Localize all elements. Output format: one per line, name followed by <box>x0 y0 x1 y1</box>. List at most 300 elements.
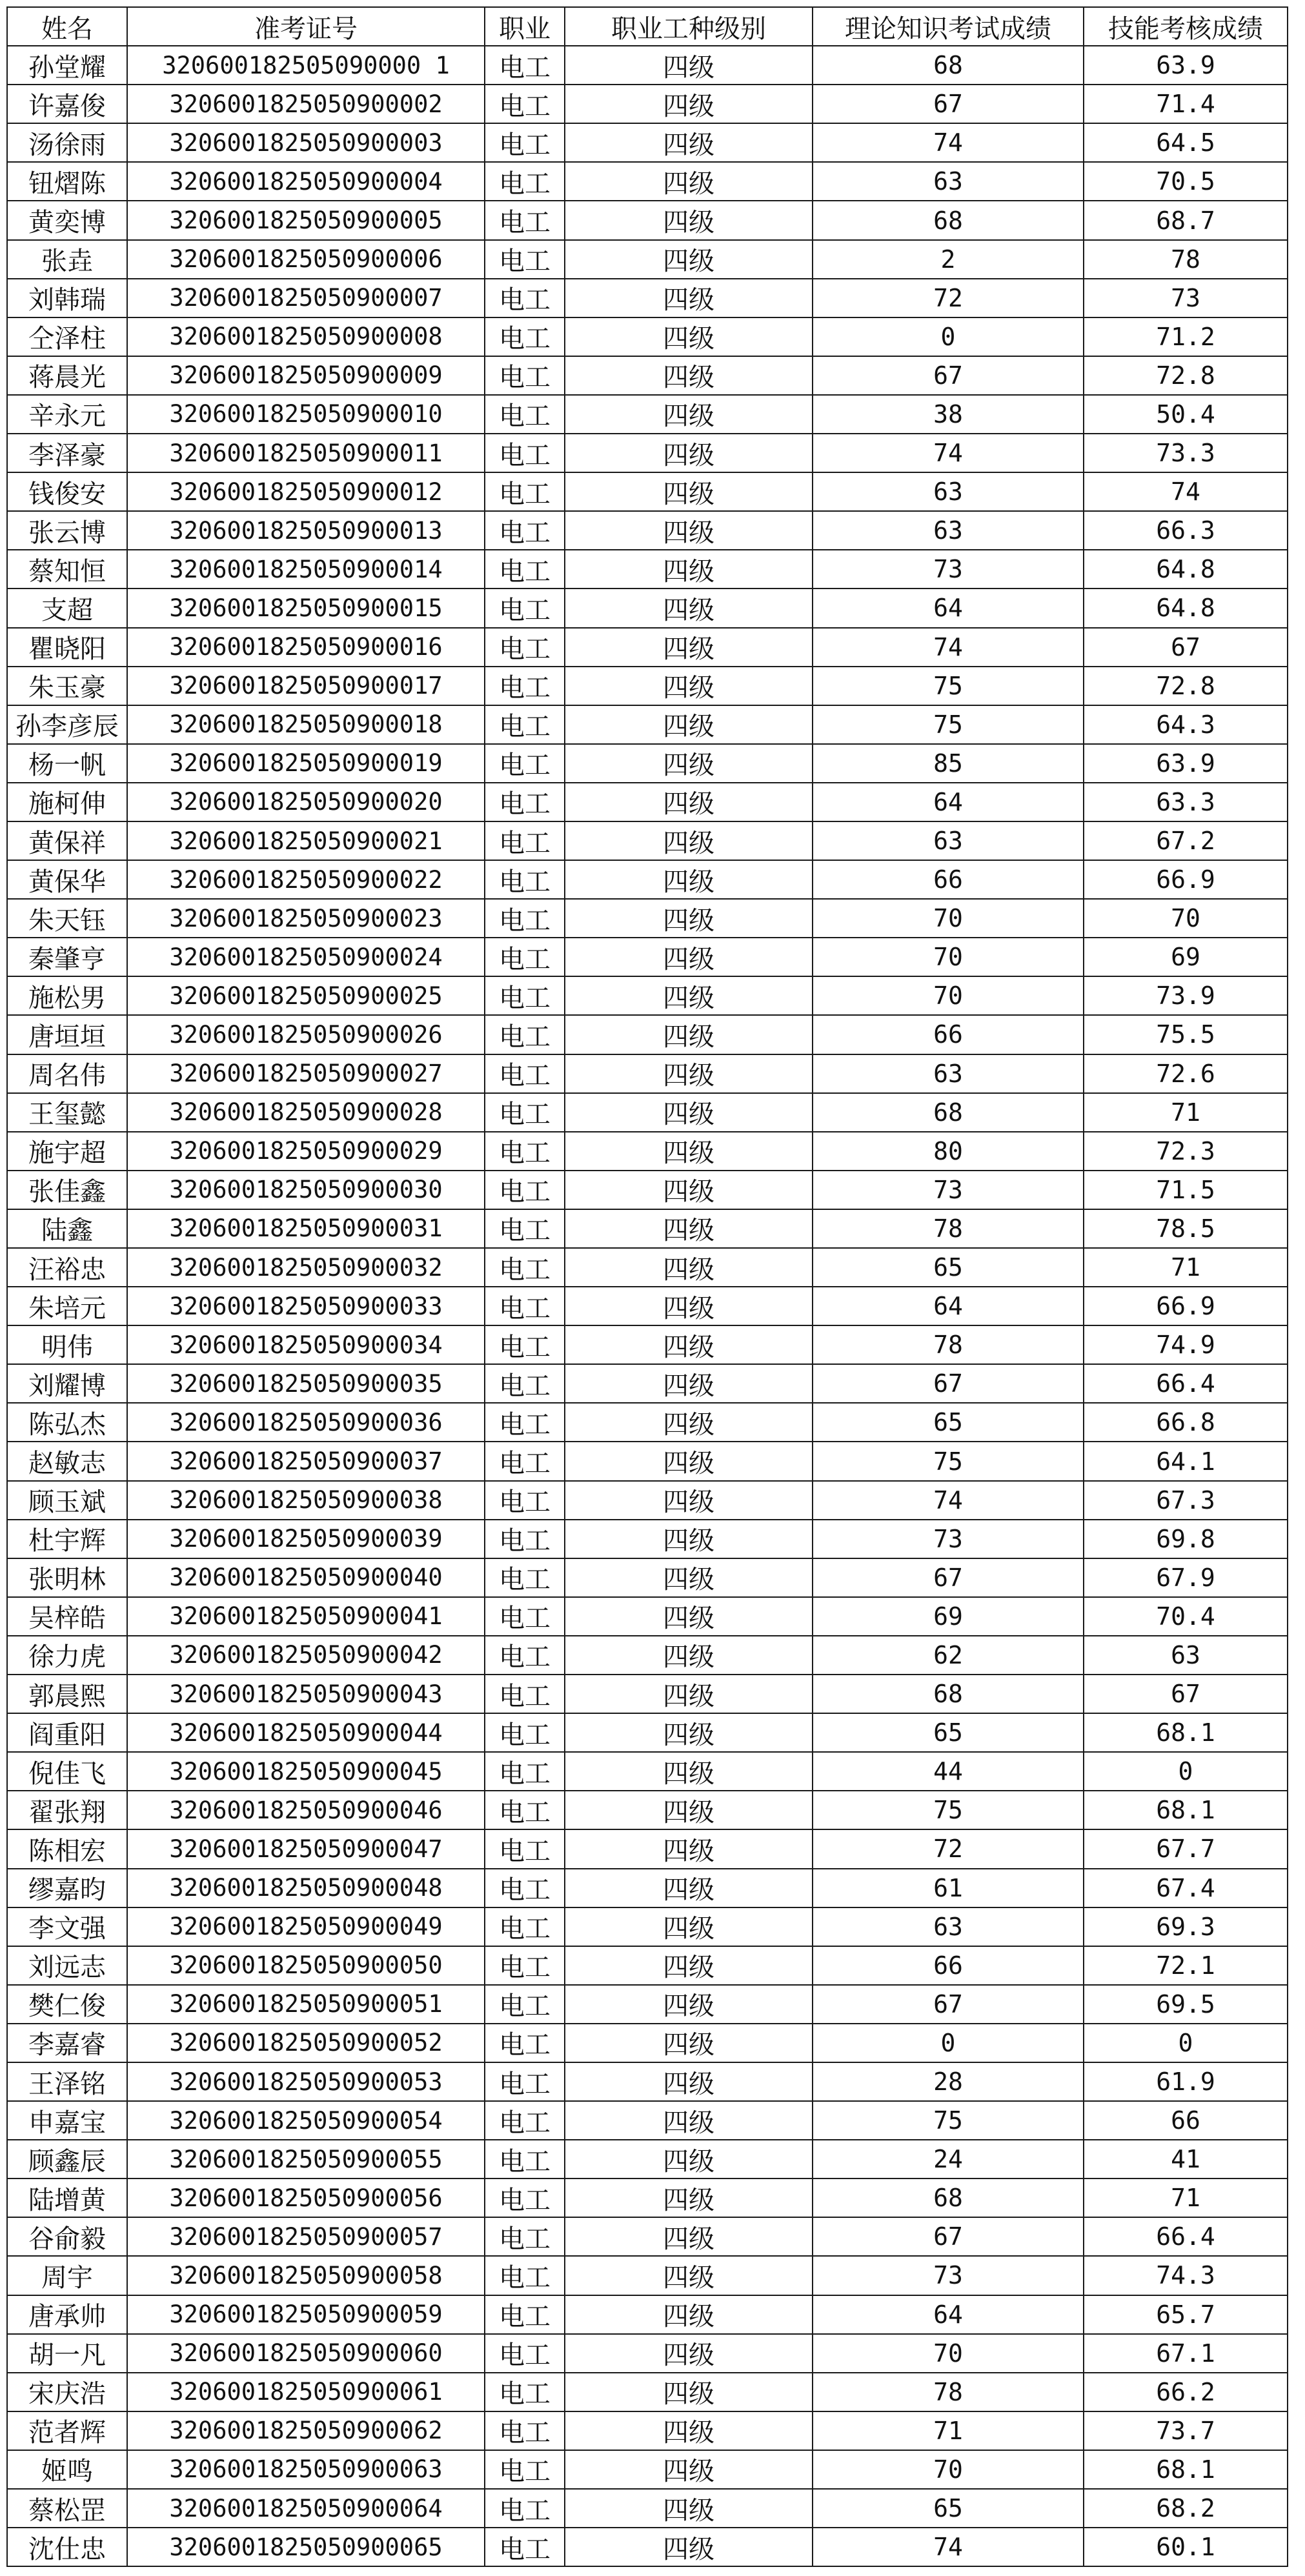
cell-skill-score: 75.5 <box>1084 1015 1288 1054</box>
cell-occupation: 电工 <box>485 1675 565 1713</box>
cell-occupation: 电工 <box>485 589 565 627</box>
cell-exam-id: 3206001825050900029 <box>127 1132 485 1171</box>
cell-occupation: 电工 <box>485 317 565 356</box>
header-skill-score: 技能考核成绩 <box>1084 7 1288 46</box>
table-row <box>7 1675 1288 1713</box>
cell-theory-score: 67 <box>813 1364 1084 1403</box>
cell-name: 杨一帆 <box>7 744 127 783</box>
cell-occupation: 电工 <box>485 1869 565 1907</box>
cell-level: 四级 <box>565 1015 813 1054</box>
table-row <box>7 744 1288 783</box>
cell-theory-score: 68 <box>813 201 1084 239</box>
table-row <box>7 2373 1288 2411</box>
cell-skill-score: 73.7 <box>1084 2411 1288 2450</box>
cell-theory-score: 68 <box>813 1093 1084 1132</box>
cell-occupation: 电工 <box>485 2140 565 2179</box>
cell-exam-id: 3206001825050900039 <box>127 1520 485 1558</box>
table-row <box>7 123 1288 162</box>
cell-level: 四级 <box>565 1869 813 1907</box>
cell-name: 刘远志 <box>7 1946 127 1985</box>
cell-exam-id: 3206001825050900018 <box>127 705 485 744</box>
table-row <box>7 1907 1288 1946</box>
cell-exam-id: 3206001825050900014 <box>127 550 485 589</box>
table-row <box>7 2024 1288 2062</box>
cell-theory-score: 61 <box>813 1869 1084 1907</box>
cell-exam-id: 3206001825050900050 <box>127 1946 485 1985</box>
cell-theory-score: 0 <box>813 2024 1084 2062</box>
cell-occupation: 电工 <box>485 1481 565 1520</box>
cell-occupation: 电工 <box>485 1093 565 1132</box>
cell-skill-score: 66.3 <box>1084 511 1288 550</box>
cell-theory-score: 67 <box>813 85 1084 123</box>
cell-name: 钱俊安 <box>7 472 127 511</box>
cell-skill-score: 72.6 <box>1084 1054 1288 1093</box>
cell-name: 张垚 <box>7 240 127 279</box>
cell-exam-id: 320600182505090000 1 <box>127 46 485 85</box>
cell-exam-id: 3206001825050900046 <box>127 1791 485 1829</box>
cell-name: 陆增黄 <box>7 2179 127 2217</box>
cell-name: 蔡知恒 <box>7 550 127 589</box>
cell-occupation: 电工 <box>485 1985 565 2024</box>
cell-exam-id: 3206001825050900064 <box>127 2489 485 2528</box>
cell-exam-id: 3206001825050900056 <box>127 2179 485 2217</box>
cell-level: 四级 <box>565 938 813 976</box>
cell-skill-score: 71 <box>1084 1093 1288 1132</box>
header-row <box>7 7 1288 46</box>
table-row <box>7 783 1288 821</box>
cell-name: 宋庆浩 <box>7 2373 127 2411</box>
cell-exam-id: 3206001825050900036 <box>127 1403 485 1442</box>
cell-name: 施松男 <box>7 976 127 1015</box>
table-row <box>7 2217 1288 2256</box>
cell-level: 四级 <box>565 976 813 1015</box>
cell-exam-id: 3206001825050900062 <box>127 2411 485 2450</box>
cell-occupation: 电工 <box>485 1636 565 1675</box>
cell-level: 四级 <box>565 434 813 472</box>
cell-level: 四级 <box>565 317 813 356</box>
table-row <box>7 511 1288 550</box>
cell-name: 施柯伸 <box>7 783 127 821</box>
cell-name: 倪佳飞 <box>7 1752 127 1791</box>
cell-level: 四级 <box>565 1829 813 1868</box>
cell-name: 瞿晓阳 <box>7 628 127 667</box>
cell-occupation: 电工 <box>485 1132 565 1171</box>
table-row <box>7 1829 1288 1868</box>
cell-theory-score: 80 <box>813 1132 1084 1171</box>
cell-skill-score: 64.3 <box>1084 705 1288 744</box>
cell-occupation: 电工 <box>485 279 565 317</box>
cell-theory-score: 65 <box>813 1403 1084 1442</box>
cell-occupation: 电工 <box>485 1829 565 1868</box>
cell-theory-score: 75 <box>813 667 1084 705</box>
cell-level: 四级 <box>565 2489 813 2528</box>
cell-skill-score: 63.9 <box>1084 744 1288 783</box>
cell-name: 杜宇辉 <box>7 1520 127 1558</box>
cell-occupation: 电工 <box>485 201 565 239</box>
table-row <box>7 2101 1288 2140</box>
cell-occupation: 电工 <box>485 472 565 511</box>
cell-level: 四级 <box>565 744 813 783</box>
cell-exam-id: 3206001825050900032 <box>127 1248 485 1287</box>
table-row <box>7 1791 1288 1829</box>
cell-exam-id: 3206001825050900033 <box>127 1287 485 1325</box>
cell-exam-id: 3206001825050900002 <box>127 85 485 123</box>
cell-theory-score: 70 <box>813 938 1084 976</box>
cell-name: 朱天钰 <box>7 899 127 938</box>
cell-skill-score: 72.8 <box>1084 667 1288 705</box>
cell-level: 四级 <box>565 2140 813 2179</box>
cell-skill-score: 69.8 <box>1084 1520 1288 1558</box>
cell-exam-id: 3206001825050900007 <box>127 279 485 317</box>
header-occupation: 职业 <box>485 7 565 46</box>
table-row <box>7 356 1288 395</box>
cell-theory-score: 64 <box>813 589 1084 627</box>
cell-name: 张明林 <box>7 1558 127 1597</box>
cell-exam-id: 3206001825050900013 <box>127 511 485 550</box>
cell-level: 四级 <box>565 2062 813 2101</box>
cell-level: 四级 <box>565 1675 813 1713</box>
table-row <box>7 2256 1288 2295</box>
cell-occupation: 电工 <box>485 1403 565 1442</box>
cell-occupation: 电工 <box>485 1907 565 1946</box>
cell-exam-id: 3206001825050900035 <box>127 1364 485 1403</box>
cell-skill-score: 64.1 <box>1084 1442 1288 1480</box>
cell-name: 陆鑫 <box>7 1209 127 1248</box>
cell-level: 四级 <box>565 2179 813 2217</box>
cell-skill-score: 66.9 <box>1084 860 1288 899</box>
table-row <box>7 279 1288 317</box>
table-row <box>7 2179 1288 2217</box>
cell-name: 缪嘉昀 <box>7 1869 127 1907</box>
cell-name: 朱玉豪 <box>7 667 127 705</box>
cell-skill-score: 66.4 <box>1084 2217 1288 2256</box>
cell-theory-score: 24 <box>813 2140 1084 2179</box>
cell-theory-score: 71 <box>813 2411 1084 2450</box>
cell-exam-id: 3206001825050900063 <box>127 2450 485 2489</box>
table-row <box>7 1442 1288 1480</box>
cell-name: 孙李彦辰 <box>7 705 127 744</box>
cell-theory-score: 78 <box>813 1325 1084 1364</box>
cell-theory-score: 72 <box>813 1829 1084 1868</box>
table-row <box>7 976 1288 1015</box>
cell-occupation: 电工 <box>485 1054 565 1093</box>
table-row <box>7 1132 1288 1171</box>
cell-theory-score: 68 <box>813 1675 1084 1713</box>
cell-occupation: 电工 <box>485 356 565 395</box>
cell-name: 辛永元 <box>7 395 127 434</box>
cell-theory-score: 63 <box>813 821 1084 860</box>
cell-exam-id: 3206001825050900006 <box>127 240 485 279</box>
cell-occupation: 电工 <box>485 1597 565 1636</box>
cell-name: 施宇超 <box>7 1132 127 1171</box>
cell-skill-score: 69.5 <box>1084 1985 1288 2024</box>
cell-level: 四级 <box>565 1558 813 1597</box>
cell-level: 四级 <box>565 1325 813 1364</box>
cell-theory-score: 67 <box>813 1558 1084 1597</box>
cell-occupation: 电工 <box>485 240 565 279</box>
cell-level: 四级 <box>565 240 813 279</box>
cell-level: 四级 <box>565 279 813 317</box>
cell-exam-id: 3206001825050900009 <box>127 356 485 395</box>
cell-exam-id: 3206001825050900057 <box>127 2217 485 2256</box>
cell-level: 四级 <box>565 85 813 123</box>
cell-theory-score: 75 <box>813 1442 1084 1480</box>
cell-name: 徐力虎 <box>7 1636 127 1675</box>
cell-level: 四级 <box>565 201 813 239</box>
cell-skill-score: 68.1 <box>1084 1713 1288 1752</box>
cell-skill-score: 72.1 <box>1084 1946 1288 1985</box>
cell-theory-score: 63 <box>813 1054 1084 1093</box>
cell-skill-score: 66.9 <box>1084 1287 1288 1325</box>
cell-exam-id: 3206001825050900017 <box>127 667 485 705</box>
cell-exam-id: 3206001825050900031 <box>127 1209 485 1248</box>
cell-occupation: 电工 <box>485 1248 565 1287</box>
table-row <box>7 2062 1288 2101</box>
cell-level: 四级 <box>565 2411 813 2450</box>
cell-occupation: 电工 <box>485 821 565 860</box>
cell-exam-id: 3206001825050900058 <box>127 2256 485 2295</box>
table-row <box>7 1558 1288 1597</box>
cell-exam-id: 3206001825050900060 <box>127 2334 485 2373</box>
table-row <box>7 821 1288 860</box>
cell-name: 沈仕忠 <box>7 2528 127 2566</box>
cell-skill-score: 69.3 <box>1084 1907 1288 1946</box>
cell-exam-id: 3206001825050900022 <box>127 860 485 899</box>
cell-exam-id: 3206001825050900043 <box>127 1675 485 1713</box>
cell-name: 张佳鑫 <box>7 1171 127 1209</box>
cell-name: 蒋晨光 <box>7 356 127 395</box>
cell-exam-id: 3206001825050900027 <box>127 1054 485 1093</box>
table-row <box>7 1597 1288 1636</box>
table-row <box>7 1985 1288 2024</box>
cell-occupation: 电工 <box>485 2179 565 2217</box>
cell-occupation: 电工 <box>485 395 565 434</box>
cell-occupation: 电工 <box>485 1015 565 1054</box>
cell-theory-score: 0 <box>813 317 1084 356</box>
cell-name: 蔡松罡 <box>7 2489 127 2528</box>
cell-level: 四级 <box>565 1597 813 1636</box>
cell-theory-score: 65 <box>813 1713 1084 1752</box>
cell-name: 顾玉斌 <box>7 1481 127 1520</box>
cell-exam-id: 3206001825050900004 <box>127 162 485 201</box>
table-row <box>7 2450 1288 2489</box>
cell-name: 陈弘杰 <box>7 1403 127 1442</box>
cell-occupation: 电工 <box>485 899 565 938</box>
cell-level: 四级 <box>565 1946 813 1985</box>
cell-level: 四级 <box>565 1907 813 1946</box>
cell-exam-id: 3206001825050900012 <box>127 472 485 511</box>
cell-name: 刘韩瑞 <box>7 279 127 317</box>
cell-exam-id: 3206001825050900048 <box>127 1869 485 1907</box>
cell-skill-score: 66 <box>1084 2101 1288 2140</box>
table-row <box>7 395 1288 434</box>
cell-skill-score: 67.9 <box>1084 1558 1288 1597</box>
cell-occupation: 电工 <box>485 938 565 976</box>
score-table <box>6 6 1288 2567</box>
table-row <box>7 667 1288 705</box>
cell-occupation: 电工 <box>485 550 565 589</box>
table-row <box>7 938 1288 976</box>
cell-skill-score: 64.8 <box>1084 550 1288 589</box>
cell-exam-id: 3206001825050900047 <box>127 1829 485 1868</box>
cell-skill-score: 61.9 <box>1084 2062 1288 2101</box>
cell-occupation: 电工 <box>485 783 565 821</box>
cell-theory-score: 73 <box>813 2256 1084 2295</box>
cell-theory-score: 63 <box>813 162 1084 201</box>
cell-name: 朱培元 <box>7 1287 127 1325</box>
cell-theory-score: 74 <box>813 2528 1084 2566</box>
cell-theory-score: 74 <box>813 1481 1084 1520</box>
cell-level: 四级 <box>565 1403 813 1442</box>
cell-occupation: 电工 <box>485 2373 565 2411</box>
cell-skill-score: 71.4 <box>1084 85 1288 123</box>
cell-theory-score: 62 <box>813 1636 1084 1675</box>
cell-skill-score: 64.5 <box>1084 123 1288 162</box>
cell-exam-id: 3206001825050900003 <box>127 123 485 162</box>
cell-level: 四级 <box>565 2024 813 2062</box>
cell-level: 四级 <box>565 1752 813 1791</box>
cell-skill-score: 72.8 <box>1084 356 1288 395</box>
cell-name: 黄奕博 <box>7 201 127 239</box>
cell-level: 四级 <box>565 860 813 899</box>
cell-skill-score: 66.2 <box>1084 2373 1288 2411</box>
cell-skill-score: 71 <box>1084 1248 1288 1287</box>
table-row <box>7 1054 1288 1093</box>
table-row <box>7 1946 1288 1985</box>
cell-theory-score: 75 <box>813 2101 1084 2140</box>
cell-theory-score: 65 <box>813 1248 1084 1287</box>
cell-level: 四级 <box>565 705 813 744</box>
cell-occupation: 电工 <box>485 976 565 1015</box>
cell-occupation: 电工 <box>485 1713 565 1752</box>
cell-exam-id: 3206001825050900015 <box>127 589 485 627</box>
cell-occupation: 电工 <box>485 1791 565 1829</box>
cell-exam-id: 3206001825050900037 <box>127 1442 485 1480</box>
cell-exam-id: 3206001825050900042 <box>127 1636 485 1675</box>
cell-theory-score: 73 <box>813 1171 1084 1209</box>
cell-occupation: 电工 <box>485 2489 565 2528</box>
cell-occupation: 电工 <box>485 123 565 162</box>
table-row <box>7 472 1288 511</box>
cell-name: 顾鑫辰 <box>7 2140 127 2179</box>
cell-exam-id: 3206001825050900051 <box>127 1985 485 2024</box>
cell-skill-score: 67.2 <box>1084 821 1288 860</box>
cell-occupation: 电工 <box>485 511 565 550</box>
cell-exam-id: 3206001825050900061 <box>127 2373 485 2411</box>
table-row <box>7 1287 1288 1325</box>
cell-name: 汪裕忠 <box>7 1248 127 1287</box>
cell-skill-score: 63 <box>1084 1636 1288 1675</box>
cell-skill-score: 71.2 <box>1084 317 1288 356</box>
cell-skill-score: 67.3 <box>1084 1481 1288 1520</box>
cell-level: 四级 <box>565 2528 813 2566</box>
cell-level: 四级 <box>565 2256 813 2295</box>
cell-name: 胡一凡 <box>7 2334 127 2373</box>
cell-name: 刘耀博 <box>7 1364 127 1403</box>
cell-skill-score: 68.1 <box>1084 2450 1288 2489</box>
cell-theory-score: 74 <box>813 434 1084 472</box>
cell-exam-id: 3206001825050900011 <box>127 434 485 472</box>
cell-name: 黄保华 <box>7 860 127 899</box>
cell-theory-score: 74 <box>813 123 1084 162</box>
cell-theory-score: 63 <box>813 472 1084 511</box>
cell-exam-id: 3206001825050900053 <box>127 2062 485 2101</box>
cell-level: 四级 <box>565 2450 813 2489</box>
cell-skill-score: 68.7 <box>1084 201 1288 239</box>
cell-skill-score: 68.2 <box>1084 2489 1288 2528</box>
cell-theory-score: 75 <box>813 1791 1084 1829</box>
cell-theory-score: 78 <box>813 1209 1084 1248</box>
table-row <box>7 162 1288 201</box>
header-level: 职业工种级别 <box>565 7 813 46</box>
cell-theory-score: 75 <box>813 705 1084 744</box>
cell-skill-score: 70.5 <box>1084 162 1288 201</box>
cell-theory-score: 64 <box>813 1287 1084 1325</box>
cell-theory-score: 65 <box>813 2489 1084 2528</box>
cell-name: 李嘉睿 <box>7 2024 127 2062</box>
table-row <box>7 85 1288 123</box>
cell-occupation: 电工 <box>485 2256 565 2295</box>
cell-skill-score: 66.4 <box>1084 1364 1288 1403</box>
table-row <box>7 550 1288 589</box>
cell-name: 翟张翔 <box>7 1791 127 1829</box>
table-row <box>7 1364 1288 1403</box>
cell-skill-score: 67 <box>1084 628 1288 667</box>
cell-level: 四级 <box>565 2101 813 2140</box>
cell-level: 四级 <box>565 356 813 395</box>
cell-skill-score: 0 <box>1084 2024 1288 2062</box>
cell-occupation: 电工 <box>485 2295 565 2334</box>
cell-theory-score: 74 <box>813 628 1084 667</box>
cell-occupation: 电工 <box>485 1442 565 1480</box>
cell-exam-id: 3206001825050900049 <box>127 1907 485 1946</box>
cell-occupation: 电工 <box>485 85 565 123</box>
cell-skill-score: 78 <box>1084 240 1288 279</box>
cell-skill-score: 67.7 <box>1084 1829 1288 1868</box>
cell-skill-score: 63.3 <box>1084 783 1288 821</box>
cell-occupation: 电工 <box>485 1209 565 1248</box>
cell-occupation: 电工 <box>485 2334 565 2373</box>
cell-name: 谷俞毅 <box>7 2217 127 2256</box>
cell-occupation: 电工 <box>485 705 565 744</box>
table-row <box>7 860 1288 899</box>
cell-level: 四级 <box>565 472 813 511</box>
cell-name: 唐垣垣 <box>7 1015 127 1054</box>
cell-exam-id: 3206001825050900016 <box>127 628 485 667</box>
cell-name: 吴梓皓 <box>7 1597 127 1636</box>
cell-occupation: 电工 <box>485 162 565 201</box>
cell-level: 四级 <box>565 1171 813 1209</box>
cell-theory-score: 64 <box>813 783 1084 821</box>
cell-theory-score: 64 <box>813 2295 1084 2334</box>
table-row <box>7 628 1288 667</box>
cell-name: 张云博 <box>7 511 127 550</box>
cell-level: 四级 <box>565 46 813 85</box>
table-row <box>7 1403 1288 1442</box>
cell-level: 四级 <box>565 2295 813 2334</box>
cell-name: 樊仁俊 <box>7 1985 127 2024</box>
cell-theory-score: 69 <box>813 1597 1084 1636</box>
cell-level: 四级 <box>565 1248 813 1287</box>
cell-name: 周名伟 <box>7 1054 127 1093</box>
cell-skill-score: 71.5 <box>1084 1171 1288 1209</box>
cell-theory-score: 70 <box>813 2334 1084 2373</box>
cell-exam-id: 3206001825050900052 <box>127 2024 485 2062</box>
cell-skill-score: 67.4 <box>1084 1869 1288 1907</box>
cell-exam-id: 3206001825050900044 <box>127 1713 485 1752</box>
cell-name: 范者辉 <box>7 2411 127 2450</box>
cell-level: 四级 <box>565 395 813 434</box>
